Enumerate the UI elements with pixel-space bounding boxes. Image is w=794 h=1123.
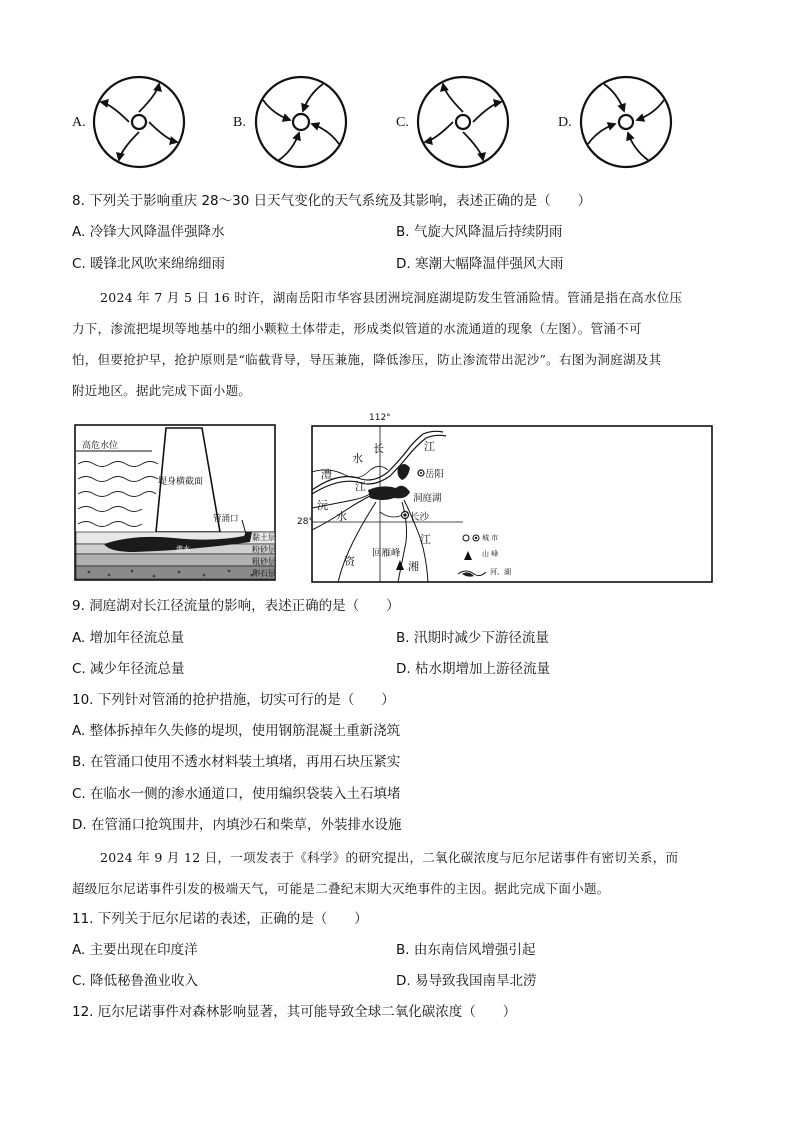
option-d-label: D. [558, 115, 572, 130]
q10-option-c: C. 在临水一侧的渗水通道口，使用编织袋装入土石填堵 [72, 786, 401, 802]
q10-option-a: A. 整体拆掉年久失修的堤坝，使用钢筋混凝土重新浇筑 [72, 723, 401, 739]
q10-stem: 10. 下列针对管涌的抢护措施，切实可行的是（ ） [72, 692, 395, 708]
layer-label-clay: 黏土层 [252, 533, 276, 542]
passage-line: 力下，渗流把堤坝等地基中的细小颗粒土体带走，形成类似管道的水流通道的现象（左图）。管涌不可 [72, 321, 642, 336]
river-label-li: 澧 [321, 468, 332, 481]
dam-section-label: 堤身横截面 [158, 477, 204, 487]
lat-label: 28° [297, 517, 313, 527]
q9-stem: 9. 洞庭湖对长江径流量的影响，表述正确的是（ ） [72, 598, 400, 614]
passage-el-nino [72, 842, 678, 904]
q10-option-d: D. 在管涌口抢筑围井，内填沙石和柴草，外装排水设施 [72, 817, 402, 833]
q12-stem: 12. 厄尔尼诺事件对森林影响显著，其可能导致全球二氧化碳浓度（ ） [72, 1004, 517, 1020]
diagram-a [94, 77, 184, 167]
river-label-jiang: 江 [424, 440, 435, 453]
lon-label: 112° [369, 413, 391, 423]
q9-option-a: A. 增加年径流总量 [72, 630, 185, 646]
q9-option-d: D. 枯水期增加上游径流量 [396, 661, 550, 677]
layer-label-coarse-sand: 粗砂层 [252, 557, 276, 566]
q11-stem: 11. 下列关于厄尔尼诺的表述，正确的是（ ） [72, 911, 368, 927]
dongting-map [298, 412, 718, 584]
q8-option-b: B. 气旋大风降温后持续阴雨 [396, 224, 563, 240]
legend-city: 城 市 [482, 534, 499, 542]
high-water-label: 高危水位 [82, 441, 119, 451]
layer-label-pebble: 卵石层 [252, 569, 276, 578]
river-label-chang: 长 [373, 442, 384, 455]
river-label-jiang3: 江 [420, 533, 431, 546]
option-c-label: C. [396, 115, 409, 130]
legend-river-lake: 河、湖 [490, 568, 511, 576]
circle-diagrams [0, 0, 794, 190]
q8-stem: 8. 下列关于影响重庆 28～30 日天气变化的天气系统及其影响，表述正确的是（ ） [72, 193, 592, 209]
lake-label-dongting: 洞庭湖 [413, 493, 442, 504]
option-b-label: B. [233, 115, 246, 130]
passage-line: 2024 年 9 月 12 日，一项发表于《科学》的研究提出，二氧化碳浓度与厄尔尼诺事件有密切关系，而 [100, 850, 679, 865]
q11-option-d: D. 易导致我国南旱北涝 [396, 973, 537, 989]
pipe-outlet-label: 管涌口 [213, 514, 239, 524]
q9-option-c: C. 减少年径流总量 [72, 661, 185, 677]
passage-line: 怕，但要抢护早，抢护原则是“临截背导，导压兼施，降低渗压，防止渗流带出泥沙”。右图为洞庭湖及其 [72, 352, 662, 367]
river-label-xiang: 湘 [408, 560, 419, 573]
river-label-shui2: 水 [336, 510, 347, 523]
peak-label-huiyanfeng: 回雁峰 [372, 548, 401, 559]
passage-line: 2024 年 7 月 5 日 16 时许，湖南岳阳市华容县团洲垸洞庭湖堤防发生管涌险情。管涌是指在高水位压 [100, 290, 683, 305]
passage-line: 附近地区。据此完成下面小题。 [72, 383, 252, 398]
city-label-yueyang: 岳阳 [425, 469, 445, 480]
seep-label: 渗水 [176, 545, 190, 553]
river-label-jiang2: 江 [355, 480, 366, 493]
passage-dongting [72, 282, 682, 406]
option-a-label: A. [72, 115, 86, 130]
diagram-b [256, 77, 346, 167]
legend-peak: 山 峰 [482, 550, 499, 558]
diagram-d [581, 77, 671, 167]
q8-option-d: D. 寒潮大幅降温伴强风大雨 [396, 256, 564, 272]
q8-option-c: C. 暖锋北风吹来绵绵细雨 [72, 256, 226, 272]
city-label-changsha: 长沙 [410, 512, 430, 523]
river-label-zi: 资 [344, 555, 355, 568]
diagram-c [418, 77, 508, 167]
river-label-yuan: 沅 [317, 499, 328, 512]
q10-option-b: B. 在管涌口使用不透水材料装土填堵，再用石块压紧实 [72, 754, 401, 770]
passage-line: 超级厄尔尼诺事件引发的极端天气，可能是二叠纪末期大灭绝事件的主因。据此完成下面小题。 [72, 881, 610, 896]
q8-option-a: A. 冷锋大风降温伴强降水 [72, 224, 225, 240]
q9-option-b: B. 汛期时减少下游径流量 [396, 630, 549, 646]
layer-label-silt: 粉砂层 [252, 545, 276, 554]
q11-option-b: B. 由东南信风增强引起 [396, 942, 536, 958]
q11-option-a: A. 主要出现在印度洋 [72, 942, 198, 958]
river-label-shui1: 水 [352, 452, 363, 465]
q11-option-c: C. 降低秘鲁渔业收入 [72, 973, 199, 989]
